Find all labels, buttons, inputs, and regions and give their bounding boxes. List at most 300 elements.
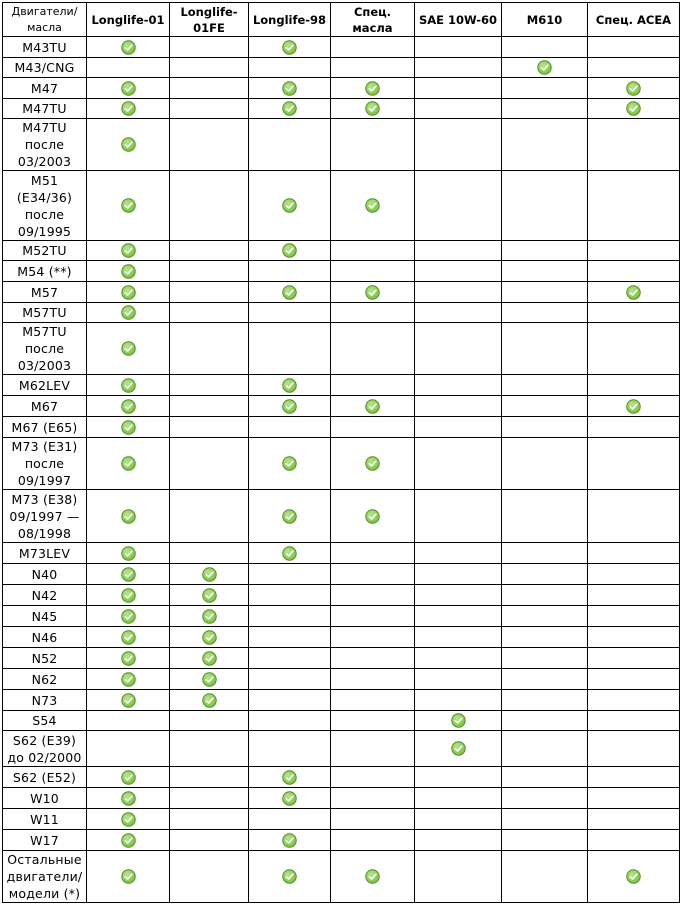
compat-cell [588, 99, 680, 119]
compat-cell [502, 809, 588, 830]
check-circle-icon [202, 672, 217, 687]
check-circle-icon [121, 546, 136, 561]
compat-cell [588, 788, 680, 809]
compat-cell [331, 417, 415, 438]
engine-cell: M73 (E31) после 09/1997 [3, 438, 87, 490]
check-circle-icon [121, 137, 136, 152]
compat-cell [588, 648, 680, 669]
compat-cell [170, 711, 249, 731]
engine-cell: M47 [3, 78, 87, 99]
compat-cell [249, 396, 331, 417]
check-circle-icon [282, 198, 297, 213]
compat-cell [87, 58, 170, 78]
check-circle-icon [121, 341, 136, 356]
engine-cell: M73 (E38) 09/1997 — 08/1998 [3, 490, 87, 543]
engine-cell: N52 [3, 648, 87, 669]
compat-cell [87, 809, 170, 830]
table-row [3, 627, 680, 648]
table-row [3, 171, 680, 241]
compat-cell [415, 99, 502, 119]
compat-cell [502, 627, 588, 648]
engine-cell: M67 (E65) [3, 417, 87, 438]
table-row [3, 543, 680, 564]
header-m610: M610 [502, 3, 588, 37]
check-circle-icon [121, 609, 136, 624]
header-longlife-01fe: Longlife-01FE [170, 3, 249, 37]
engine-cell: Остальные двигатели/ модели (*) [3, 851, 87, 903]
table-row [3, 731, 680, 767]
check-circle-icon [202, 567, 217, 582]
header-longlife-98: Longlife-98 [249, 3, 331, 37]
compat-cell [249, 323, 331, 375]
check-circle-icon [365, 399, 380, 414]
table-row [3, 788, 680, 809]
compat-cell [415, 396, 502, 417]
compat-cell [415, 627, 502, 648]
check-circle-icon [121, 770, 136, 785]
compat-cell [249, 627, 331, 648]
check-circle-icon [202, 609, 217, 624]
compat-cell [415, 830, 502, 851]
compat-cell [170, 767, 249, 788]
compat-cell [87, 490, 170, 543]
check-circle-icon [451, 713, 466, 728]
compat-cell [170, 323, 249, 375]
compat-cell [249, 731, 331, 767]
compat-cell [502, 37, 588, 58]
check-circle-icon [282, 869, 297, 884]
compat-cell [170, 690, 249, 711]
compat-cell [170, 99, 249, 119]
engine-cell: W10 [3, 788, 87, 809]
compat-cell [331, 78, 415, 99]
compat-cell [502, 830, 588, 851]
check-circle-icon [365, 285, 380, 300]
compat-cell [170, 171, 249, 241]
compat-cell [588, 606, 680, 627]
table-body [3, 37, 680, 903]
compat-cell [502, 711, 588, 731]
compat-cell [331, 627, 415, 648]
compat-cell [249, 490, 331, 543]
compat-cell [502, 564, 588, 585]
compat-cell [87, 375, 170, 396]
table-row [3, 303, 680, 323]
compat-cell [87, 241, 170, 261]
compat-cell [170, 303, 249, 323]
check-circle-icon [282, 81, 297, 96]
compat-cell [87, 564, 170, 585]
compat-cell [415, 119, 502, 171]
table-row [3, 396, 680, 417]
compat-cell [170, 490, 249, 543]
compat-cell [170, 669, 249, 690]
compat-cell [170, 438, 249, 490]
compat-cell [331, 119, 415, 171]
compat-cell [502, 58, 588, 78]
compat-cell [249, 37, 331, 58]
compat-cell [87, 543, 170, 564]
compat-cell [331, 564, 415, 585]
header-row [3, 3, 680, 37]
compat-cell [87, 585, 170, 606]
check-circle-icon [365, 81, 380, 96]
compat-cell [170, 627, 249, 648]
compat-cell [87, 261, 170, 282]
compat-cell [588, 396, 680, 417]
compat-cell [415, 490, 502, 543]
compat-cell [170, 282, 249, 303]
compat-cell [588, 669, 680, 690]
check-circle-icon [282, 456, 297, 471]
check-circle-icon [282, 546, 297, 561]
compat-cell [415, 564, 502, 585]
check-circle-icon [121, 420, 136, 435]
check-circle-icon [202, 630, 217, 645]
check-circle-icon [537, 60, 552, 75]
compat-cell [170, 241, 249, 261]
compat-cell [170, 564, 249, 585]
compat-cell [331, 375, 415, 396]
compat-cell [170, 606, 249, 627]
compat-cell [249, 119, 331, 171]
engine-cell: W11 [3, 809, 87, 830]
compat-cell [415, 171, 502, 241]
compat-cell [87, 767, 170, 788]
oil-compatibility-table [2, 2, 680, 903]
compat-cell [502, 303, 588, 323]
compat-cell [170, 261, 249, 282]
compat-cell [331, 303, 415, 323]
engine-cell: S54 [3, 711, 87, 731]
check-circle-icon [121, 285, 136, 300]
compat-cell [87, 851, 170, 903]
compat-cell [415, 690, 502, 711]
compat-cell [415, 851, 502, 903]
table-row [3, 282, 680, 303]
table-row [3, 375, 680, 396]
engine-cell: M51 (E34/36) после 09/1995 [3, 171, 87, 241]
compat-cell [331, 669, 415, 690]
compat-cell [415, 788, 502, 809]
table-row [3, 585, 680, 606]
table-row [3, 851, 680, 903]
table-row [3, 438, 680, 490]
compat-cell [502, 119, 588, 171]
check-circle-icon [121, 101, 136, 116]
check-circle-icon [282, 833, 297, 848]
engine-cell: M67 [3, 396, 87, 417]
compat-cell [87, 171, 170, 241]
engine-cell: N45 [3, 606, 87, 627]
compat-cell [249, 711, 331, 731]
compat-cell [331, 711, 415, 731]
compat-cell [502, 241, 588, 261]
compat-cell [588, 375, 680, 396]
compat-cell [502, 323, 588, 375]
compat-cell [87, 711, 170, 731]
compat-cell [502, 490, 588, 543]
compat-cell [87, 788, 170, 809]
compat-cell [331, 690, 415, 711]
compat-cell [170, 851, 249, 903]
compat-cell [249, 438, 331, 490]
compat-cell [415, 261, 502, 282]
header-sae-10w-60: SAE 10W-60 [415, 3, 502, 37]
check-circle-icon [282, 378, 297, 393]
check-circle-icon [365, 101, 380, 116]
compat-cell [170, 830, 249, 851]
compat-cell [502, 851, 588, 903]
compat-cell [415, 375, 502, 396]
table-row [3, 241, 680, 261]
table-row [3, 78, 680, 99]
compat-cell [415, 323, 502, 375]
compat-cell [502, 171, 588, 241]
compat-cell [331, 99, 415, 119]
check-circle-icon [121, 869, 136, 884]
compat-cell [249, 417, 331, 438]
check-circle-icon [282, 40, 297, 55]
check-circle-icon [121, 305, 136, 320]
compat-cell [502, 669, 588, 690]
compat-cell [249, 171, 331, 241]
check-circle-icon [365, 456, 380, 471]
compat-cell [415, 585, 502, 606]
compat-cell [415, 648, 502, 669]
compat-cell [331, 809, 415, 830]
compat-cell [502, 606, 588, 627]
engine-cell: M62LEV [3, 375, 87, 396]
table-row [3, 809, 680, 830]
compat-cell [588, 543, 680, 564]
check-circle-icon [121, 833, 136, 848]
compat-cell [588, 171, 680, 241]
check-circle-icon [451, 741, 466, 756]
compat-cell [415, 417, 502, 438]
engine-cell: N62 [3, 669, 87, 690]
compat-cell [588, 830, 680, 851]
compat-cell [588, 731, 680, 767]
compat-cell [331, 648, 415, 669]
compat-cell [588, 58, 680, 78]
compat-cell [87, 606, 170, 627]
compat-cell [331, 585, 415, 606]
compat-cell [331, 37, 415, 58]
table-row [3, 711, 680, 731]
compat-cell [249, 851, 331, 903]
compat-cell [502, 767, 588, 788]
engine-cell: M52TU [3, 241, 87, 261]
compat-cell [170, 731, 249, 767]
compat-cell [588, 241, 680, 261]
compat-cell [249, 669, 331, 690]
compat-cell [249, 78, 331, 99]
check-circle-icon [202, 588, 217, 603]
engine-cell: S62 (E39) до 02/2000 [3, 731, 87, 767]
compat-cell [87, 830, 170, 851]
compat-cell [415, 438, 502, 490]
compat-cell [170, 37, 249, 58]
compat-cell [502, 731, 588, 767]
check-circle-icon [626, 869, 641, 884]
check-circle-icon [626, 81, 641, 96]
table-row [3, 261, 680, 282]
compat-cell [588, 261, 680, 282]
compat-cell [502, 543, 588, 564]
compat-cell [331, 58, 415, 78]
check-circle-icon [202, 651, 217, 666]
check-circle-icon [282, 770, 297, 785]
compat-cell [87, 438, 170, 490]
table-row [3, 490, 680, 543]
compat-cell [502, 375, 588, 396]
compat-cell [249, 303, 331, 323]
compat-cell [415, 809, 502, 830]
compat-cell [249, 543, 331, 564]
compat-cell [415, 606, 502, 627]
compat-cell [170, 788, 249, 809]
check-circle-icon [121, 243, 136, 258]
table-row [3, 648, 680, 669]
compat-cell [87, 303, 170, 323]
compat-cell [588, 851, 680, 903]
compat-cell [170, 648, 249, 669]
engine-cell: M57TU после 03/2003 [3, 323, 87, 375]
compat-cell [415, 711, 502, 731]
compat-cell [331, 490, 415, 543]
compat-cell [249, 788, 331, 809]
compat-cell [588, 417, 680, 438]
compat-cell [588, 323, 680, 375]
check-circle-icon [121, 81, 136, 96]
compat-cell [249, 564, 331, 585]
check-circle-icon [365, 198, 380, 213]
compat-cell [249, 58, 331, 78]
check-circle-icon [121, 651, 136, 666]
check-circle-icon [626, 399, 641, 414]
compat-cell [87, 627, 170, 648]
compat-cell [331, 282, 415, 303]
compat-cell [331, 543, 415, 564]
table-row [3, 119, 680, 171]
compat-cell [415, 58, 502, 78]
table-row [3, 564, 680, 585]
compat-cell [588, 627, 680, 648]
compat-cell [87, 37, 170, 58]
compat-cell [502, 99, 588, 119]
header-special-oils: Спец. масла [331, 3, 415, 37]
check-circle-icon [121, 791, 136, 806]
compat-cell [588, 711, 680, 731]
table-row [3, 58, 680, 78]
compat-cell [170, 396, 249, 417]
check-circle-icon [121, 588, 136, 603]
compat-cell [415, 241, 502, 261]
engine-cell: N46 [3, 627, 87, 648]
engine-cell: M54 (**) [3, 261, 87, 282]
header-longlife-01: Longlife-01 [87, 3, 170, 37]
compat-cell [170, 417, 249, 438]
check-circle-icon [121, 567, 136, 582]
check-circle-icon [282, 285, 297, 300]
compat-cell [249, 375, 331, 396]
table-row [3, 690, 680, 711]
compat-cell [249, 99, 331, 119]
engine-cell: M43/CNG [3, 58, 87, 78]
compat-cell [588, 690, 680, 711]
compat-cell [170, 809, 249, 830]
check-circle-icon [282, 101, 297, 116]
compat-cell [588, 585, 680, 606]
table-row [3, 669, 680, 690]
table-row [3, 606, 680, 627]
compat-cell [249, 809, 331, 830]
compat-cell [415, 767, 502, 788]
compat-cell [502, 417, 588, 438]
header-engines-oils: Двигатели/ масла [3, 3, 87, 37]
compat-cell [331, 261, 415, 282]
compat-cell [331, 788, 415, 809]
compat-cell [87, 282, 170, 303]
check-circle-icon [282, 243, 297, 258]
compat-cell [331, 767, 415, 788]
compat-cell [87, 669, 170, 690]
compat-cell [331, 171, 415, 241]
engine-cell: M43TU [3, 37, 87, 58]
compat-cell [249, 606, 331, 627]
compat-cell [87, 78, 170, 99]
check-circle-icon [202, 693, 217, 708]
compat-cell [415, 78, 502, 99]
header-special-acea: Спец. ACEA [588, 3, 680, 37]
table-row [3, 830, 680, 851]
check-circle-icon [121, 264, 136, 279]
compat-cell [502, 690, 588, 711]
check-circle-icon [121, 509, 136, 524]
compat-cell [502, 261, 588, 282]
table-row [3, 99, 680, 119]
compat-cell [415, 303, 502, 323]
compat-cell [588, 767, 680, 788]
table-row [3, 767, 680, 788]
engine-cell: N40 [3, 564, 87, 585]
compat-cell [331, 241, 415, 261]
compat-cell [87, 731, 170, 767]
check-circle-icon [121, 399, 136, 414]
compat-cell [331, 731, 415, 767]
compat-cell [87, 119, 170, 171]
engine-cell: M57 [3, 282, 87, 303]
compat-cell [249, 648, 331, 669]
compat-cell [502, 396, 588, 417]
compat-cell [87, 417, 170, 438]
compat-cell [170, 119, 249, 171]
compat-cell [588, 78, 680, 99]
compat-cell [331, 438, 415, 490]
compat-cell [331, 830, 415, 851]
engine-cell: S62 (E52) [3, 767, 87, 788]
compat-cell [588, 438, 680, 490]
compat-cell [331, 606, 415, 627]
compat-cell [331, 323, 415, 375]
engine-cell: M73LEV [3, 543, 87, 564]
compat-cell [249, 690, 331, 711]
compat-cell [502, 788, 588, 809]
compat-cell [170, 58, 249, 78]
compat-cell [588, 119, 680, 171]
compat-cell [249, 767, 331, 788]
